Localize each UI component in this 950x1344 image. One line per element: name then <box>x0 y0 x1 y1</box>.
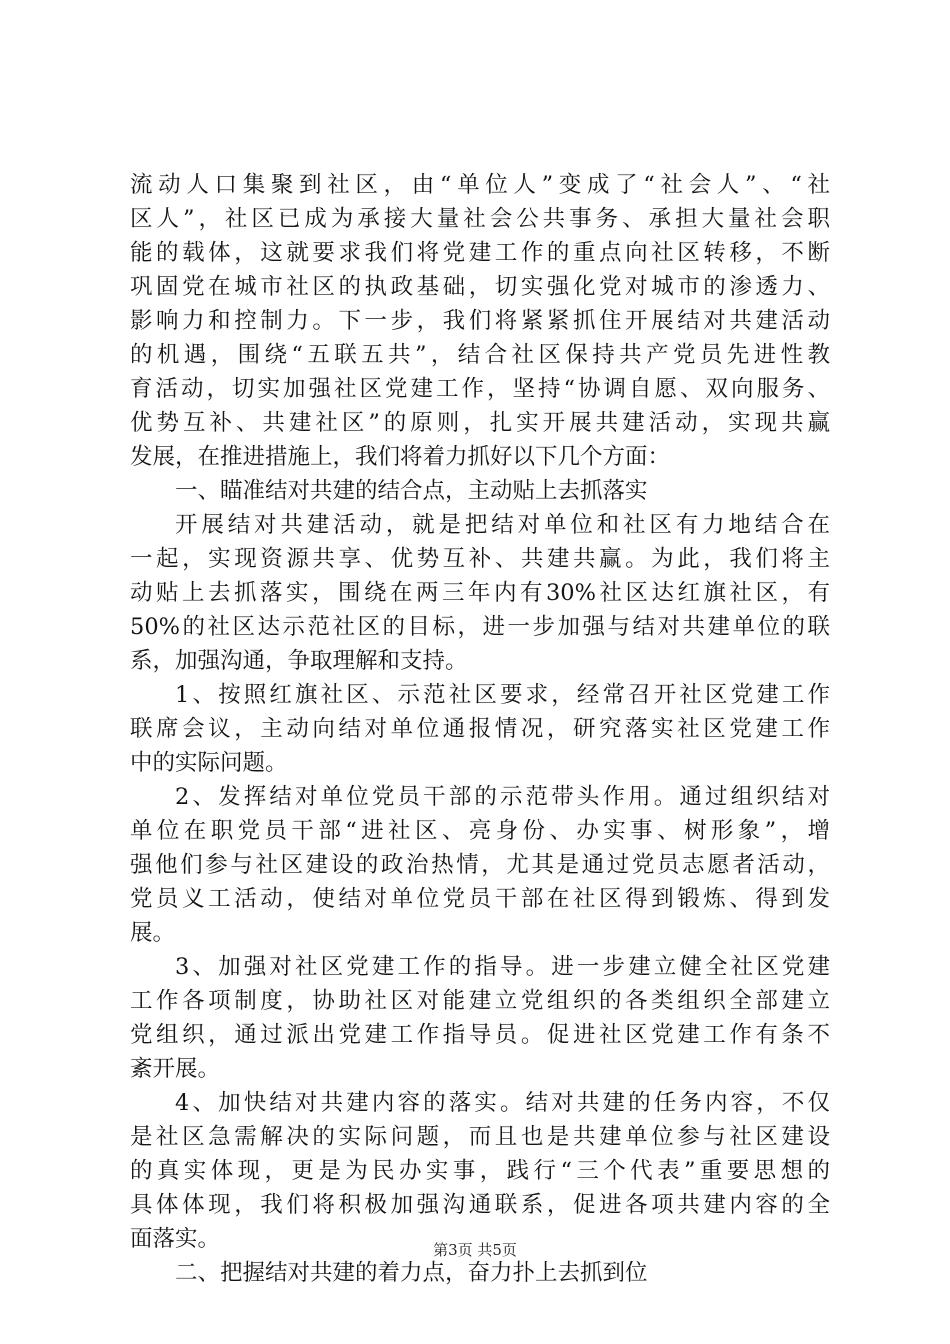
text-line: 能的载体，这就要求我们将党建工作的重点向社区转移，不断 <box>130 240 830 266</box>
text-line: 联席会议，主动向结对单位通报情况，研究落实社区党建工作 <box>130 716 830 742</box>
text-line: 工作各项制度，协助社区对能建立党组织的各类组织全部建立 <box>130 988 830 1014</box>
text-line: 的真实体现，更是为民办实事，践行“三个代表”重要思想的 <box>130 1158 830 1184</box>
text-line: 流动人口集聚到社区，由“单位人”变成了“社会人”、“社 <box>130 172 830 198</box>
text-line: 2、发挥结对单位党员干部的示范带头作用。通过组织结对 <box>175 784 830 810</box>
text-line: 中的实际问题。 <box>130 750 288 776</box>
text-line: 单位在职党员干部“进社区、亮身份、办实事、树形象”，增 <box>130 818 830 844</box>
text-line: 动贴上去抓落实，围绕在两三年内有30%社区达红旗社区，有 <box>130 580 830 606</box>
page-footer: 第3页 共5页 <box>433 1241 517 1259</box>
body-text <box>130 168 830 1290</box>
text-line: 育活动，切实加强社区党建工作，坚持“协调自愿、双向服务、 <box>130 376 830 402</box>
text-line: 3、加强对社区党建工作的指导。进一步建立健全社区党建 <box>175 954 830 980</box>
text-line: 强他们参与社区建设的政治热情，尤其是通过党员志愿者活动， <box>130 852 830 878</box>
text-line: 影响力和控制力。下一步，我们将紧紧抓住开展结对共建活动 <box>130 308 830 334</box>
text-line: 1、按照红旗社区、示范社区要求，经常召开社区党建工作 <box>175 682 830 708</box>
text-line: 优势互补、共建社区”的原则，扎实开展共建活动，实现共赢 <box>130 410 830 436</box>
text-line: 巩固党在城市社区的执政基础，切实强化党对城市的渗透力、 <box>130 274 830 300</box>
text-line: 具体体现，我们将积极加强沟通联系，促进各项共建内容的全 <box>130 1192 830 1218</box>
text-line: 50%的社区达示范社区的目标，进一步加强与结对共建单位的联 <box>130 614 830 640</box>
text-line: 系，加强沟通，争取理解和支持。 <box>130 648 468 674</box>
text-line: 紊开展。 <box>130 1056 221 1082</box>
text-line: 党员义工活动，使结对单位党员干部在社区得到锻炼、得到发 <box>130 886 830 912</box>
text-line: 面落实。 <box>130 1226 221 1252</box>
text-line: 一、瞄准结对共建的结合点，主动贴上去抓落实 <box>175 478 648 504</box>
text-line: 发展，在推进措施上，我们将着力抓好以下几个方面： <box>130 444 671 470</box>
text-line: 展。 <box>130 920 176 946</box>
text-line: 二、把握结对共建的着力点，奋力扑上去抓到位 <box>175 1260 648 1286</box>
text-line: 4、加快结对共建内容的落实。结对共建的任务内容，不仅 <box>175 1090 830 1116</box>
text-line: 的机遇，围绕“五联五共”，结合社区保持共产党员先进性教 <box>130 342 830 368</box>
text-line: 是社区急需解决的实际问题，而且也是共建单位参与社区建设 <box>130 1124 830 1150</box>
text-line: 一起，实现资源共享、优势互补、共建共赢。为此，我们将主 <box>130 546 830 572</box>
text-line: 开展结对共建活动，就是把结对单位和社区有力地结合在 <box>175 512 830 538</box>
text-line: 区人”，社区已成为承接大量社会公共事务、承担大量社会职 <box>130 206 830 232</box>
text-line: 党组织，通过派出党建工作指导员。促进社区党建工作有条不 <box>130 1022 830 1048</box>
